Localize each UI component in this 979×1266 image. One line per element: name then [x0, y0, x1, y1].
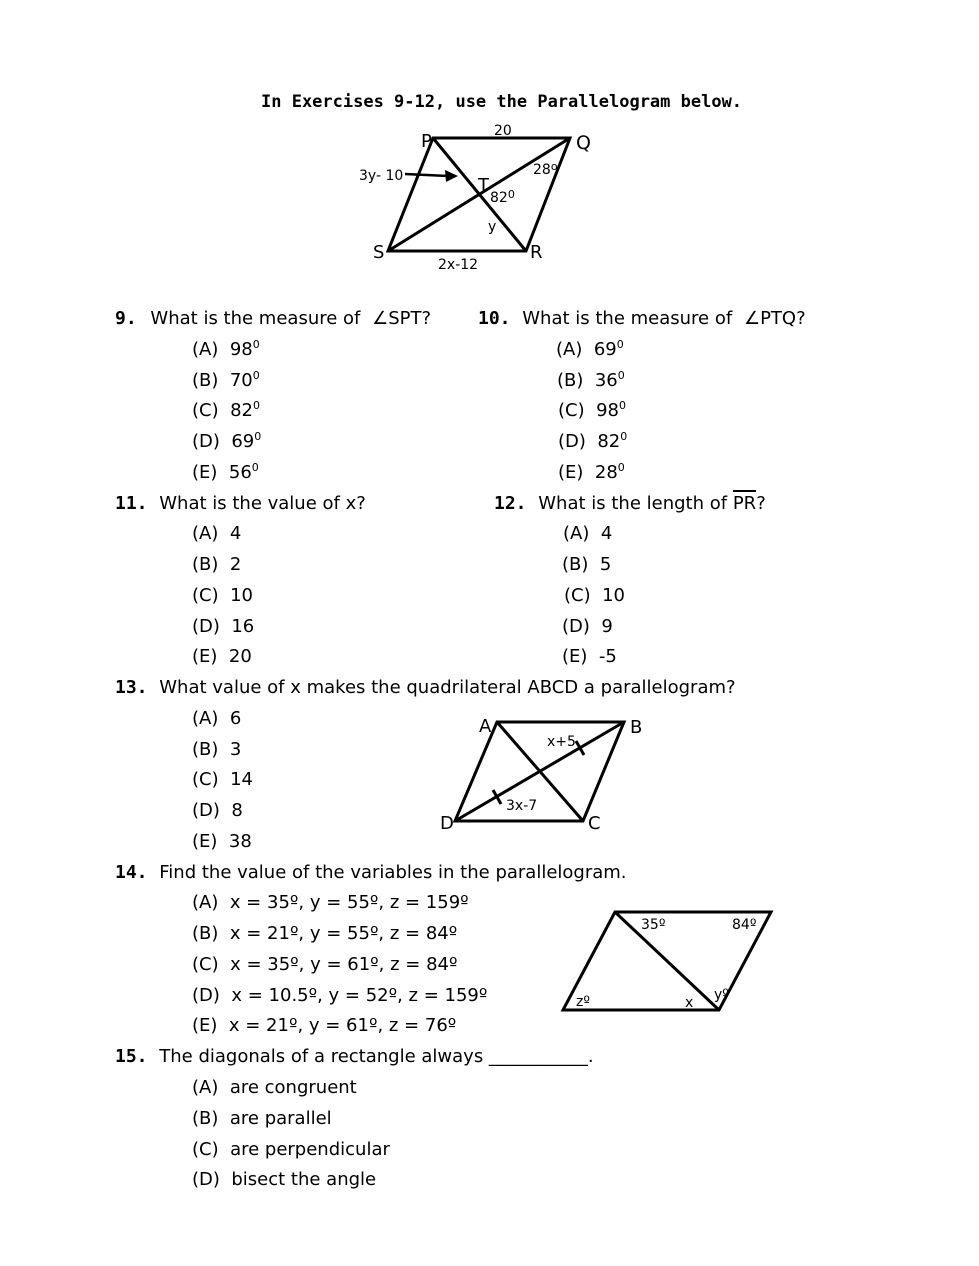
q13-option-b: (B) 3 — [192, 739, 242, 760]
angle-name: PTQ? — [760, 308, 806, 329]
q14-option-b: (B) x = 21º, y = 55º, z = 84º — [192, 923, 458, 944]
vertex-label-r: R — [530, 242, 543, 263]
angle-x-label: x — [685, 995, 694, 1011]
diagonal — [615, 912, 719, 1010]
question-prompt: Find the value of the variables in the parallelogram. — [159, 862, 627, 883]
vertex-label-t: T — [478, 175, 489, 196]
q9-option-d: (D) $69^0$ — [192, 430, 262, 452]
q9-option-b: (B) $70^0$ — [192, 369, 260, 391]
question-prompt: The diagonals of a rectangle always ___________. — [159, 1046, 594, 1067]
question-number: 13. — [115, 677, 148, 698]
vertex-label-b: B — [630, 717, 643, 738]
question-prompt: What is the measure of — [522, 308, 733, 329]
angle-icon: ∠ — [743, 308, 761, 329]
q13-option-c: (C) 14 — [192, 769, 253, 790]
vertex-label-q: Q — [576, 132, 591, 154]
q14-option-e: (E) x = 21º, y = 61º, z = 76º — [192, 1015, 457, 1036]
q11-option-b: (B) 2 — [192, 554, 242, 575]
question-number: 14. — [115, 862, 148, 883]
question-number: 12. — [494, 493, 527, 514]
angle-y-label: y — [488, 219, 497, 235]
q9-option-a: (A) $98^0$ — [192, 338, 260, 360]
angle-icon: ∠ — [372, 308, 389, 329]
q10-option-c: (C) $98^0$ — [558, 399, 626, 421]
q13-option-a: (A) 6 — [192, 708, 242, 729]
q15-option-b: (B) are parallel — [192, 1108, 332, 1129]
q11-option-c: (C) 10 — [192, 585, 253, 606]
question-prompt: What value of x makes the quadrilateral ABCD a parallelogram? — [159, 677, 736, 698]
vertex-label-s: S — [373, 242, 385, 263]
exercise-heading: In Exercises 9-12, use the Parallelogram below. — [261, 92, 743, 112]
q13-option-d: (D) 8 — [192, 800, 243, 821]
q9-option-e: (E) $56^0$ — [192, 461, 259, 483]
vertex-label-c: C — [588, 813, 601, 834]
vertex-label-d: D — [440, 813, 454, 834]
question-number: 9. — [115, 308, 137, 329]
q11-option-e: (E) 20 — [192, 646, 252, 667]
q14-option-c: (C) x = 35º, y = 61º, z = 84º — [192, 954, 458, 975]
angle-28-label: 28$^o$ — [533, 160, 558, 178]
question-prompt: What is the value of x? — [159, 493, 366, 514]
q12-option-e: (E) -5 — [562, 646, 617, 667]
segment-label-3x-minus-7: 3x-7 — [506, 798, 538, 814]
q12-option-c: (C) 10 — [564, 585, 625, 606]
segment-pr: PR — [733, 490, 756, 514]
q13-option-e: (E) 38 — [192, 831, 252, 852]
question-suffix: ? — [756, 493, 766, 514]
q14-option-a: (A) x = 35º, y = 55º, z = 159º — [192, 892, 469, 913]
segment-pt-label: 3y- 10 — [359, 168, 404, 184]
vertex-label-p: P — [421, 131, 432, 152]
q11-option-d: (D) 16 — [192, 616, 255, 637]
angle-name: SPT? — [388, 308, 432, 329]
q15-option-a: (A) are congruent — [192, 1077, 357, 1098]
vertex-label-a: A — [479, 716, 492, 737]
q15-option-d: (D) bisect the angle — [192, 1169, 377, 1190]
question-number: 10. — [478, 308, 511, 329]
q14-option-d: (D) x = 10.5º, y = 52º, z = 159º — [192, 985, 488, 1006]
question-number: 15. — [115, 1046, 148, 1067]
q15-option-c: (C) are perpendicular — [192, 1139, 390, 1160]
question-number: 11. — [115, 493, 148, 514]
question-prompt: What is the measure of — [150, 308, 361, 329]
bottom-side-label: 2x-12 — [438, 257, 479, 273]
q10-option-d: (D) $82^0$ — [558, 430, 628, 452]
q10-option-e: (E) $28^0$ — [558, 461, 625, 483]
question-15 — [115, 1048, 594, 1066]
angle-82-label: $82^0$ — [490, 188, 515, 206]
angle-z-label: zº — [576, 994, 590, 1010]
angle-35-label: 35º — [641, 917, 666, 933]
q12-option-b: (B) 5 — [562, 554, 612, 575]
angle-y-label: yº — [714, 987, 729, 1003]
question-prompt: What is the length of — [538, 493, 728, 514]
q10-option-b: (B) $36^0$ — [557, 369, 625, 391]
segment-label-x-plus-5: x+5 — [547, 734, 576, 750]
top-side-label: 20 — [494, 123, 512, 139]
q12-option-d: (D) 9 — [562, 616, 613, 637]
q11-option-a: (A) 4 — [192, 523, 242, 544]
q9-option-c: (C) $82^0$ — [192, 399, 260, 421]
angle-84-label: 84º — [732, 917, 757, 933]
q12-option-a: (A) 4 — [563, 523, 613, 544]
q10-option-a: (A) $69^0$ — [556, 338, 624, 360]
